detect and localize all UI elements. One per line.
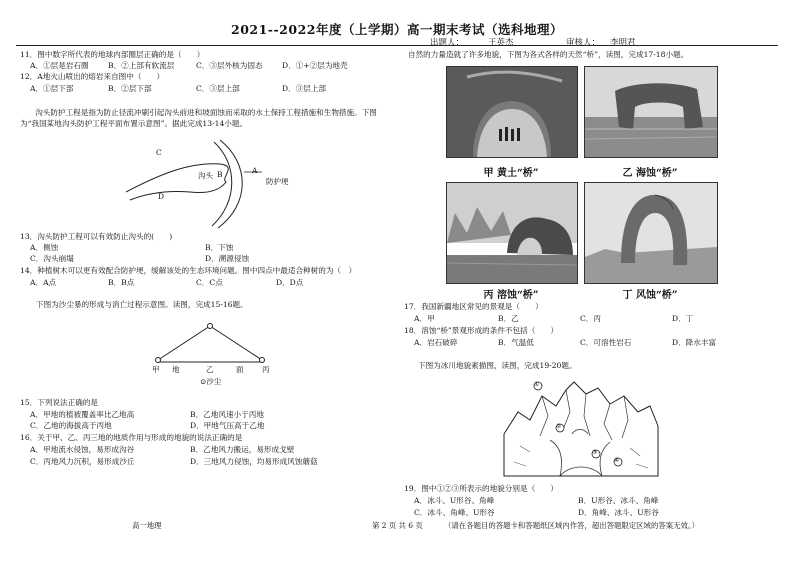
author-label: 出题人： (430, 38, 465, 48)
q12-option-a: A．①层下部 (30, 84, 74, 93)
q14-option-a: A．A点 (30, 278, 57, 287)
label-di: 地 (172, 365, 180, 374)
q18-stem: 18．溶蚀“桥”景观形成的条件不包括（ ） (404, 326, 559, 335)
q15-option-d: D．甲地气压高于乙地 (190, 421, 265, 430)
glacier-label-1: ① (534, 381, 540, 388)
q11-option-c: C．③层外核为固态 (196, 61, 263, 70)
q15-option-b: B．乙地风速小于丙地 (190, 410, 264, 419)
q19-stem: 19．图中①②③所表示的地貌分别是（ ） (404, 484, 558, 493)
q16-option-d: D．三地风力侵蚀，均易形成风蚀蘑菇 (190, 457, 318, 466)
q11-option-b: B．②上部有软流层 (108, 61, 175, 70)
intro-15-16: 下图为沙尘暴的形成与消亡过程示意图。读图，完成15-16题。 (36, 300, 248, 309)
q11-option-d: D．①+②层为地壳 (282, 61, 348, 70)
label-a: A (252, 166, 258, 175)
intro-19-20: 下图为冰川地貌素描图，读图，完成19-20题。 (418, 361, 577, 370)
photo-loess-bridge (446, 66, 578, 158)
caption-ding: 丁 风蚀“桥” (622, 290, 678, 301)
q19-option-a: A．冰斗、U形谷、角峰 (414, 496, 495, 505)
bank-inner (212, 142, 232, 226)
point-bing (260, 358, 265, 363)
q15-stem: 15．下列说法正确的是 (20, 398, 99, 407)
caption-yi: 乙 海蚀“桥” (622, 168, 678, 179)
glacier-label-3: ③ (592, 449, 598, 456)
rising-path (158, 326, 210, 360)
q13-option-d: D．溯源侵蚀 (205, 254, 250, 263)
label-goutou: 沟头 (198, 171, 213, 180)
caption-bing: 丙 溶蚀“桥” (483, 290, 539, 301)
q19-option-d: D．角峰、冰斗、U形谷 (578, 508, 659, 517)
author-name: 王英杰 (488, 38, 514, 48)
q13-stem: 13．沟头防护工程可以有效防止沟头的( ) (20, 232, 173, 241)
label-fanghu: 防护埂 (266, 177, 289, 186)
dust-legend: ⊙沙尘 (200, 377, 222, 386)
q11-stem: 11．图中数字所代表的地球内部圈层正确的是（ ） (20, 50, 205, 59)
point-jia (156, 358, 161, 363)
q14-option-d: D．D点 (276, 278, 304, 287)
dust-storm-diagram (146, 318, 276, 370)
footer-subject: 高一地理 (132, 521, 162, 530)
q11-option-a: A．①层是岩石圈 (30, 61, 89, 70)
q17-option-b: B．乙 (498, 314, 519, 323)
q18-option-c: C．可溶性岩石 (580, 338, 632, 347)
q12-stem: 12．A地火山喷出的熔岩来自图中（ ） (20, 72, 165, 81)
q13-option-b: B．下蚀 (205, 243, 234, 252)
glacier-label-4: ④ (614, 457, 620, 464)
header-rule (16, 45, 778, 46)
q12-option-d: D．③层上部 (282, 84, 327, 93)
caption-jia: 甲 黄土“桥” (483, 168, 539, 179)
q19-option-b: B．U形谷、冰斗、角峰 (578, 496, 659, 505)
label-mian: 面 (236, 365, 244, 374)
q17-option-d: D．丁 (672, 314, 694, 323)
intro-13-14: 沟头防护工程是指为防止径流冲刷引起沟头前进和坡面蚀而采取的水土保持工程措施和生物措施。下图为“我国某地沟头防护工程平面布置示意图”。据此完成13-14小题。 (20, 108, 377, 128)
q14-option-b: B．B点 (108, 278, 135, 287)
label-d: D (158, 192, 165, 201)
q18-option-d: D．降水丰富 (672, 338, 717, 347)
q15-option-c: C．乙地的海拔高于丙地 (30, 421, 112, 430)
q17-stem: 17．我国新疆地区常见的景观是（ ） (404, 302, 543, 311)
point-yi-top (208, 324, 213, 329)
reviewer-name: 李明君 (610, 38, 636, 48)
reviewer-label: 审核人： (566, 38, 601, 48)
q16-stem: 16．关于甲、乙、丙三地的地质作用与形成的地貌的说法正确的是 (20, 433, 243, 442)
q17-option-c: C．丙 (580, 314, 601, 323)
label-bing: 丙 (262, 365, 270, 374)
falling-path (210, 326, 262, 360)
q18-option-b: B．气温低 (498, 338, 534, 347)
glacier-landform-sketch (500, 376, 662, 480)
q16-option-a: A．甲地流水侵蚀，易形成沟谷 (30, 445, 135, 454)
q13-option-a: A．侧蚀 (30, 243, 59, 252)
q19-option-c: C．冰斗、角峰、U形谷 (414, 508, 495, 517)
page-title: 2021--2022年度（上学期）高一期末考试（选科地理） (231, 22, 563, 37)
label-c: C (156, 148, 162, 157)
label-yi: 乙 (206, 365, 214, 374)
footer-note: （请在各题目的答题卡和答题纸区域内作答，超出答题限定区域的答案无效。） (444, 521, 699, 530)
footer-page-number: 第 2 页 共 6 页 (372, 521, 423, 530)
q15-option-a: A．甲地的植被覆盖率比乙地高 (30, 410, 135, 419)
q16-option-c: C．丙地风力沉积，易形成沙丘 (30, 457, 135, 466)
q12-option-c: C．③层上部 (196, 84, 240, 93)
photo-sea-arch (584, 66, 718, 158)
label-b: B (217, 170, 223, 179)
q14-option-c: C．C点 (196, 278, 223, 287)
label-shachen: 沙尘 (206, 377, 222, 386)
q18-option-a: A．岩石破碎 (414, 338, 458, 347)
q13-option-c: C．沟头崩塌 (30, 254, 74, 263)
q14-stem: 14．种植树木可以更有效配合防护埂，缓解该处的生态环境问题。图中四点中最适合种树的为（ ） (20, 266, 357, 275)
q16-option-b: B．乙地风力搬运，易形成戈壁 (190, 445, 295, 454)
photo-wind-arch (584, 182, 718, 284)
label-jia: 甲 (152, 365, 160, 374)
q12-option-b: B．②层下部 (108, 84, 152, 93)
photo-karst-bridge (446, 182, 578, 284)
q17-option-a: A．甲 (414, 314, 435, 323)
intro-17-18: 自然的力量造就了许多地貌，下图为各式各样的天然“桥”，读图，完成17-18小题。 (408, 50, 689, 59)
glacier-label-2: ② (556, 423, 562, 430)
